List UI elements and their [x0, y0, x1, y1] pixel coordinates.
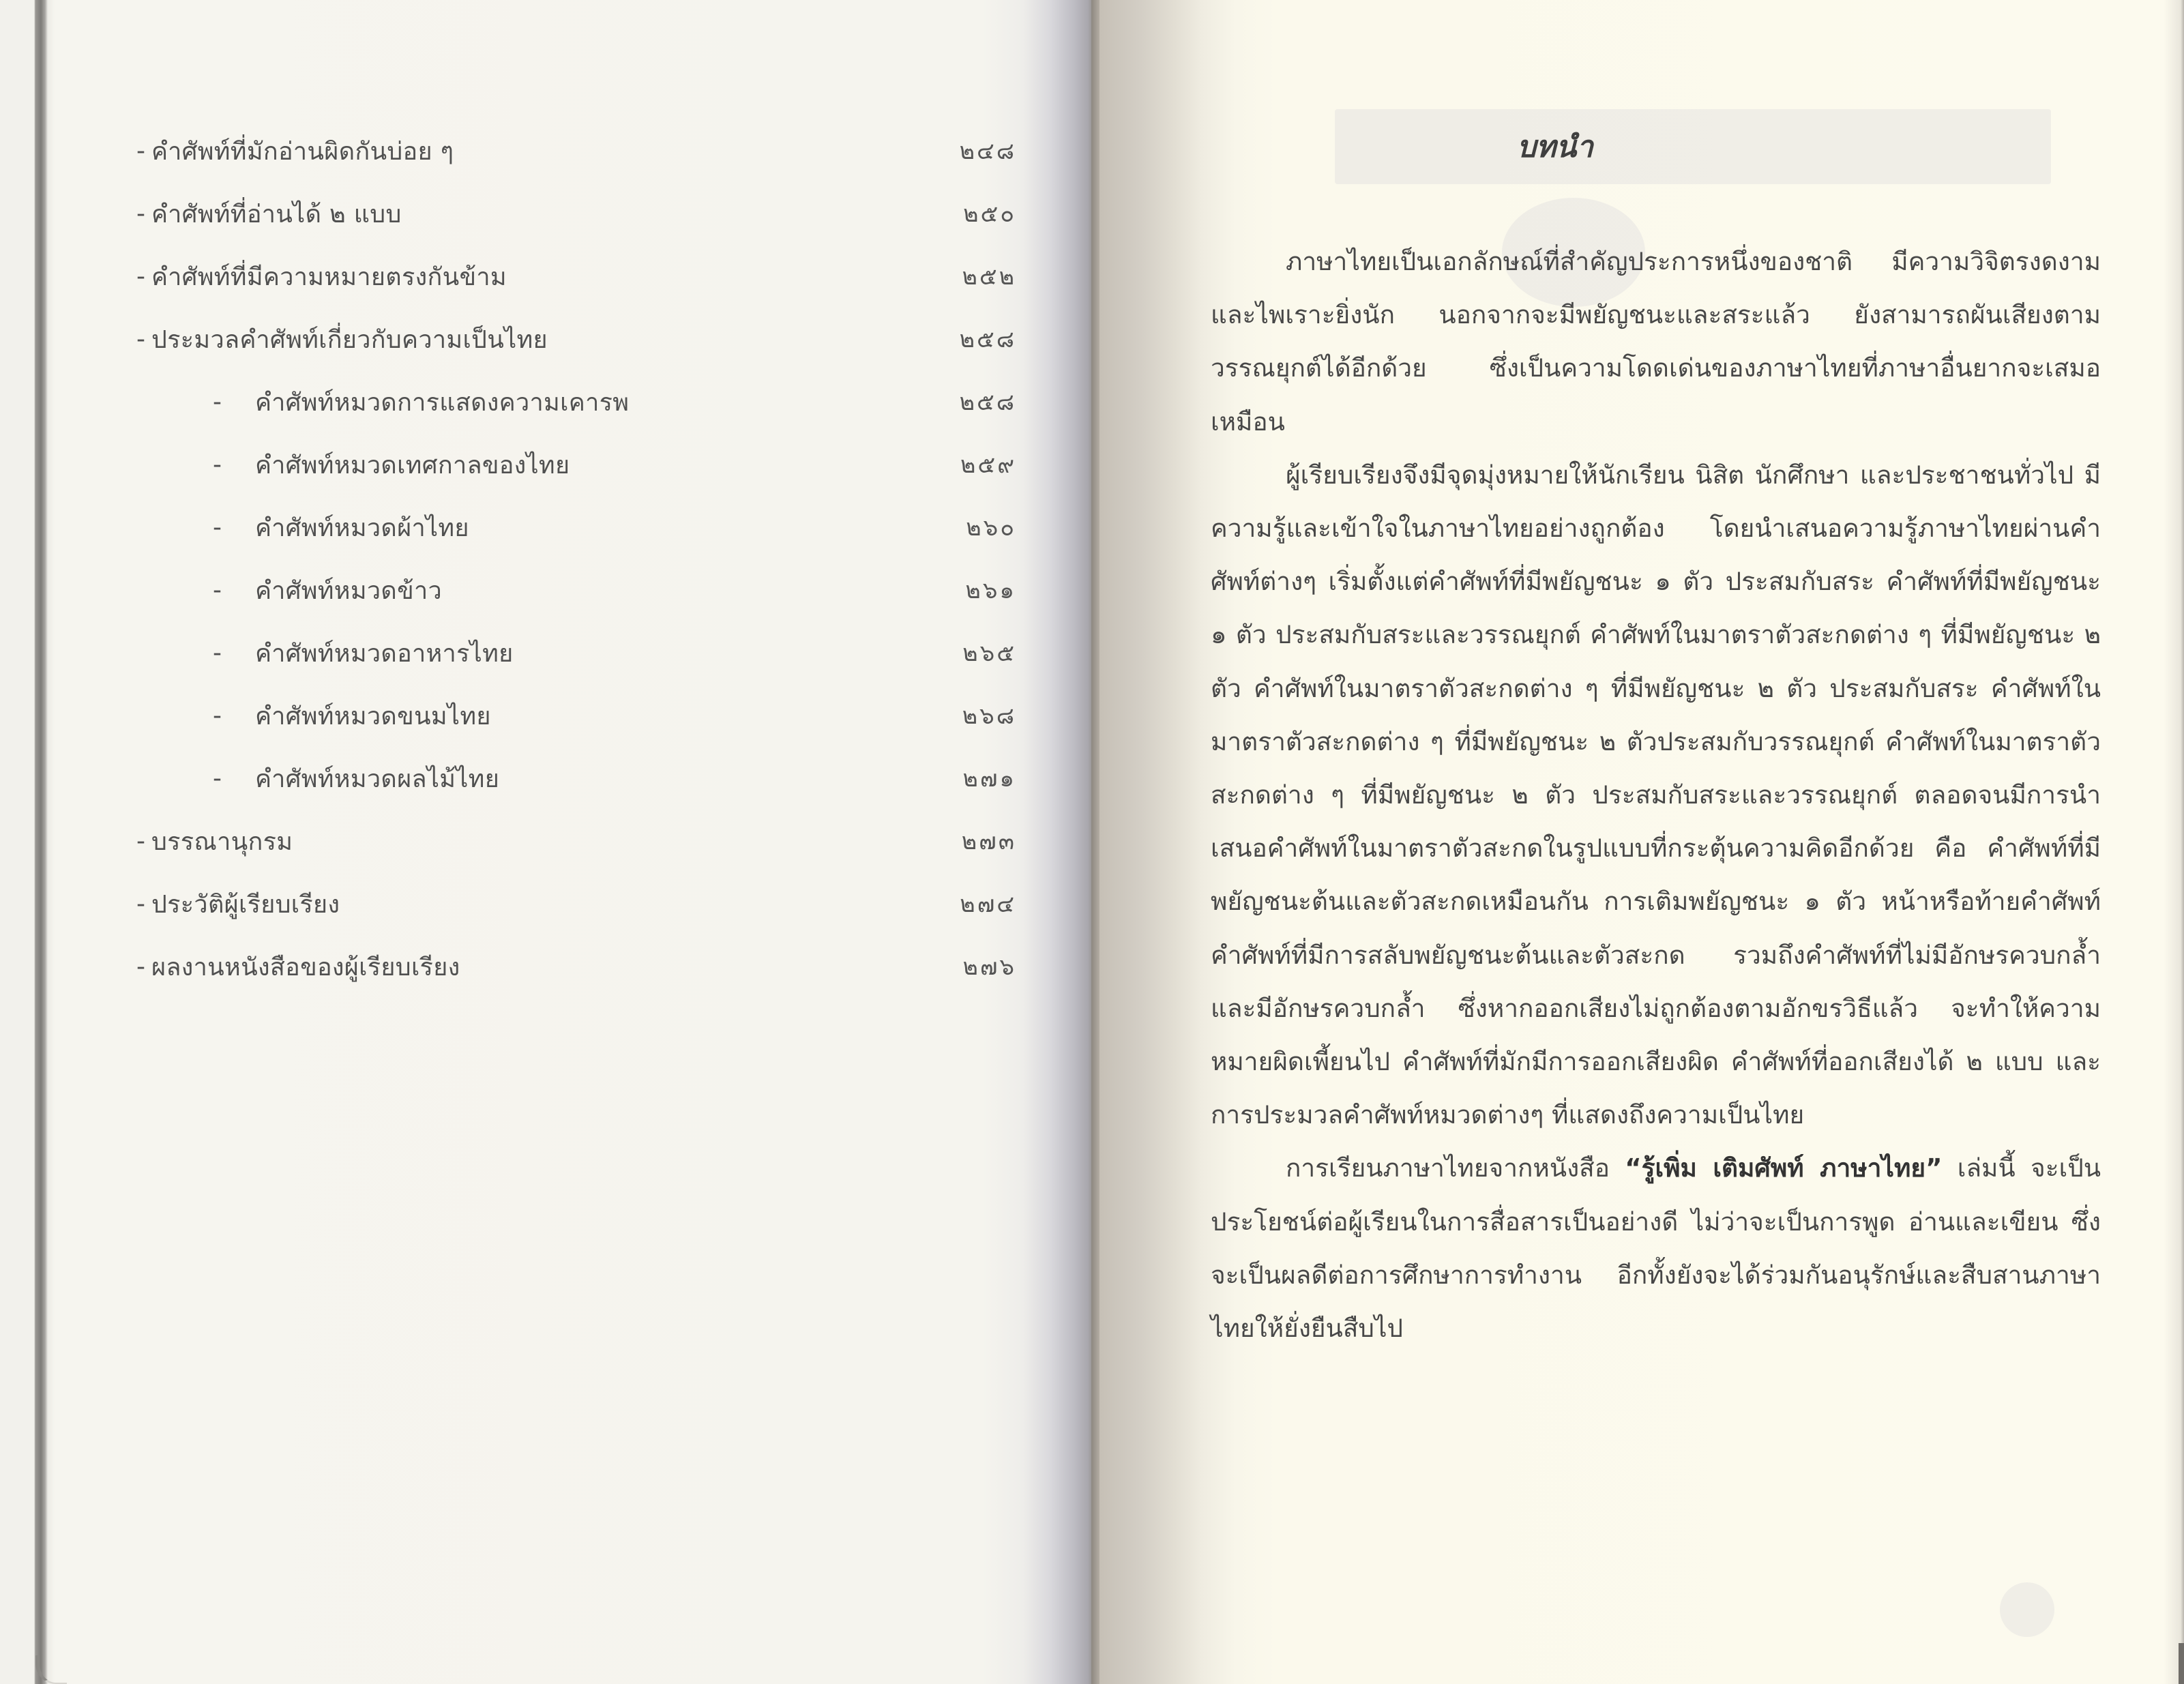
toc-entry-label: คำศัพท์ที่มักอ่านผิดกันบ่อย ๆ: [151, 137, 454, 166]
toc-entry-page: ๒๖๘: [962, 703, 1016, 730]
toc-subentry: [136, 747, 1016, 810]
bullet-dash: -: [136, 262, 146, 291]
bullet-dash: -: [136, 325, 146, 353]
introduction-body: [1211, 235, 2101, 1355]
bleed-through-header: [1335, 109, 2051, 184]
toc-entry-page: ๒๔๘: [959, 138, 1016, 165]
bleed-through-circle: [2000, 1582, 2054, 1637]
bullet-dash: -: [213, 764, 222, 793]
toc-entry: [136, 182, 1016, 245]
toc-entry: [136, 308, 1016, 370]
toc-subentry: [136, 684, 1016, 747]
toc-entry-page: ๒๗๖: [962, 954, 1016, 981]
toc-entry-label: คำศัพท์ที่มีความหมายตรงกันข้าม: [151, 263, 507, 291]
toc-entry: [136, 245, 1016, 308]
toc-entry-label: คำศัพท์ที่อ่านได้ ๒ แบบ: [151, 200, 402, 228]
toc-entry-page: ๒๕๘: [959, 326, 1016, 353]
toc-entry-page: ๒๖๑: [965, 577, 1016, 604]
toc-entry-page: ๒๕๒: [962, 263, 1016, 291]
bullet-dash: -: [213, 701, 222, 730]
paragraph-text: การเรียนภาษาไทยจากหนังสือ: [1286, 1153, 1625, 1183]
bullet-dash: -: [136, 889, 146, 918]
toc-entry-label: คำศัพท์หมวดเทศกาลของไทย: [255, 451, 570, 479]
toc-entry-label: ผลงานหนังสือของผู้เรียบเรียง: [151, 953, 460, 981]
toc-entry-label: คำศัพท์หมวดข้าว: [255, 576, 443, 605]
toc-entry-label: คำศัพท์หมวดการแสดงความเคารพ: [255, 388, 630, 417]
toc-entry: [136, 872, 1016, 935]
paragraph: ภาษาไทยเป็นเอกลักษณ์ที่สำคัญประการหนึ่งของชาติ มีความวิจิตรงดงามและไพเราะยิ่งนัก นอกจากจะมีพยัญชนะและสระแล้ว ยังสามารถผันเสียงตามวรรณยุกต์ได้อีกด้วย ซึ่งเป็นความโดดเด่นของภาษาไทยที่ภาษาอื่นยากจะเสมอเหมือน: [1211, 247, 2101, 437]
bullet-dash: -: [213, 387, 222, 416]
paragraph: [1211, 1142, 2101, 1355]
toc-entry-label: ประมวลคำศัพท์เกี่ยวกับความเป็นไทย: [151, 325, 548, 354]
page-title: บทนำ: [1517, 130, 1593, 164]
toc-subentry: [136, 370, 1016, 433]
toc-entry-page: ๒๕๐: [963, 201, 1016, 228]
toc-entry-label: คำศัพท์หมวดขนมไทย: [255, 702, 491, 730]
paragraph: ผู้เรียบเรียงจึงมีจุดมุ่งหมายให้นักเรียน นิสิต นักศึกษา และประชาชนทั่วไป มีความรู้และเข้าใจในภาษาไทยอย่างถูกต้อง โดยนำเสนอความรู้ภาษาไทยผ่านคำศัพท์ต่างๆ เริ่มตั้งแต่คำศัพท์ที่มีพยัญชนะ ๑ ตัว ประสมกับสระ คำศัพท์ที่มีพยัญชนะ ๑ ตัว ประสมกับสระและวรรณยุกต์ คำศัพท์ในมาตราตัวสะกดต่าง ๆ ที่มีพยัญชนะ ๒ ตัว คำศัพท์ในมาตราตัวสะกดต่าง ๆ ที่มีพยัญชนะ ๒ ตัว ประสมกับสระ คำศัพท์ในมาตราตัวสะกดต่าง ๆ ที่มีพยัญชนะ ๒ ตัวประสมกับวรรณยุกต์ คำศัพท์ในมาตราตัวสะกดต่าง ๆ ที่มีพยัญชนะ ๒ ตัว ประสมกับสระและวรรณยุกต์ ตลอดจนมีการนำเสนอคำศัพท์ในมาตราตัวสะกดในรูปแบบที่กระตุ้นความคิดอีกด้วย คือ คำศัพท์ที่มีพยัญชนะต้นและตัวสะกดเหมือนกัน การเติมพยัญชนะ ๑ ตัว หน้าหรือท้ายคำศัพท์ คำศัพท์ที่มีการสลับพยัญชนะต้นและตัวสะกด รวมถึงคำศัพท์ที่ไม่มีอักษรควบกล้ำและมีอักษรควบกล้ำ ซึ่งหากออกเสียงไม่ถูกต้องตามอักขรวิธีแล้ว จะทำให้ความหมายผิดเพี้ยนไป คำศัพท์ที่มักมีการออกเสียงผิด คำศัพท์ที่ออกเสียงได้ ๒ แบบ และการประมวลคำศัพท์หมวดต่างๆ ที่แสดงถึงความเป็นไทย: [1211, 460, 2101, 1130]
toc-entry-page: ๒๗๔: [960, 891, 1016, 918]
toc-entry-page: ๒๕๘: [959, 389, 1016, 416]
toc-entry-label: คำศัพท์หมวดอาหารไทย: [255, 639, 514, 668]
bullet-dash: -: [213, 576, 222, 604]
toc-entry-label: ประวัติผู้เรียบเรียง: [151, 890, 340, 919]
toc-entry-page: ๒๖๕: [962, 640, 1016, 667]
table-of-contents: [136, 119, 1016, 998]
toc-subentry: [136, 559, 1016, 621]
page-corner: [2179, 1643, 2184, 1684]
book-title: “รู้เพิ่ม เติมศัพท์ ภาษาไทย”: [1625, 1153, 1943, 1183]
toc-subentry: [136, 496, 1016, 559]
bullet-dash: -: [213, 450, 222, 479]
toc-entry-label: บรรณานุกรม: [151, 827, 293, 856]
bullet-dash: -: [136, 952, 146, 981]
toc-entry: [136, 119, 1016, 182]
toc-entry-page: ๒๖๐: [966, 514, 1016, 542]
toc-entry-page: ๒๕๙: [960, 452, 1016, 479]
toc-entry: [136, 935, 1016, 998]
bullet-dash: -: [213, 513, 222, 542]
bullet-dash: -: [213, 638, 222, 667]
bullet-dash: -: [136, 136, 146, 165]
paragraph-text: เล่มนี้ จะเป็นประโยชน์ต่อผู้เรียนในการสื่อสารเป็นอย่างดี ไม่ว่าจะเป็นการพูด อ่านและเขียน ซึ่งจะเป็นผลดีต่อการศึกษาการทำงาน อีกทั้งยังจะได้ร่วมกันอนุรักษ์และสืบสานภาษาไทยให้ยั่งยืนสืบไป: [1211, 1153, 2101, 1344]
toc-entry-label: คำศัพท์หมวดผ้าไทย: [255, 514, 469, 542]
toc-entry-label: คำศัพท์หมวดผลไม้ไทย: [255, 765, 500, 793]
toc-subentry: [136, 433, 1016, 496]
toc-subentry: [136, 621, 1016, 684]
bullet-dash: -: [136, 199, 146, 228]
toc-entry: [136, 810, 1016, 872]
bullet-dash: -: [136, 827, 146, 855]
toc-entry-page: ๒๗๓: [961, 828, 1016, 855]
toc-entry-page: ๒๗๑: [962, 765, 1016, 793]
